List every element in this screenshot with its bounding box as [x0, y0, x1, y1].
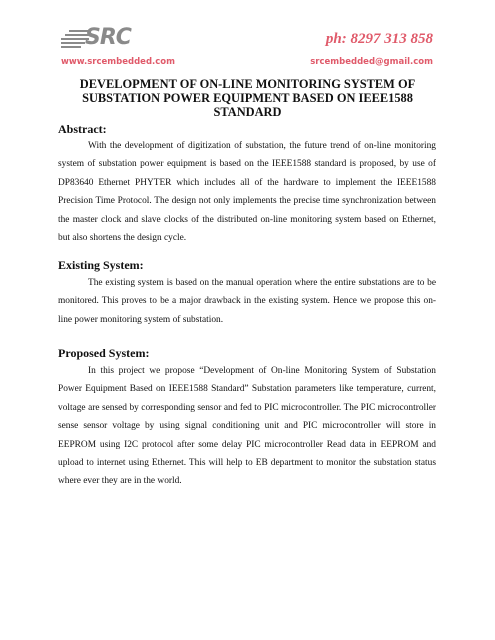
abstract-paragraph: With the development of digitization of substation, the future trend of on-line monitoring system of substation power equipment is based on the IEEE1588 standard is proposed, by use of DP83640 Ethernet PHYTER which includes all of the hardware to implement the IEEE1588 Precision Time Protocol. The design not only implements the precise time synchronization between the master clock and slave clocks of the distributed on-line monitoring system based on Ethernet, but also shortens the design cycle.: [58, 141, 436, 244]
title-line-1: DEVELOPMENT OF ON-LINE MONITORING SYSTEM OF: [79, 77, 416, 91]
src-logo: [61, 27, 141, 53]
abstract-heading: Abstract:: [58, 122, 107, 136]
page-header: [0, 0, 495, 72]
document-title: [50, 77, 445, 119]
email-link[interactable]: srcembedded@gmail.com: [310, 57, 433, 67]
website-link[interactable]: www.srcembedded.com: [61, 57, 175, 67]
title-line-2: SUBSTATION POWER EQUIPMENT BASED ON IEEE1588: [82, 91, 413, 105]
proposed-system-heading: Proposed System:: [58, 346, 150, 360]
phone-number: ph: 8297 313 858: [325, 31, 433, 47]
existing-system-paragraph: The existing system is based on the manual operation where the entire substations are to be monitored. This proves to be a major drawback in the existing system. Hence we propose this on-line power monitoring system of substation.: [58, 278, 436, 325]
existing-system-heading: Existing System:: [58, 258, 144, 272]
proposed-system-paragraph: In this project we propose “Development of On-line Monitoring System of Substation Power Equipment Based on IEEE1588 Standard” Substation parameters like temperature, current, voltage are sensed by corresponding sensor and fed to PIC microcontroller. The PIC microcontroller sense sensor voltage by using signal conditioning unit and PIC microcontroller will store in EEPROM using I2C protocol after some delay PIC microcontroller Read data in EEPROM and upload to internet using Ethernet. This will help to EB department to monitor the substation status where ever they are in the world.: [58, 366, 436, 487]
logo-text: SRC: [85, 25, 131, 50]
title-line-3: STANDARD: [213, 105, 282, 119]
